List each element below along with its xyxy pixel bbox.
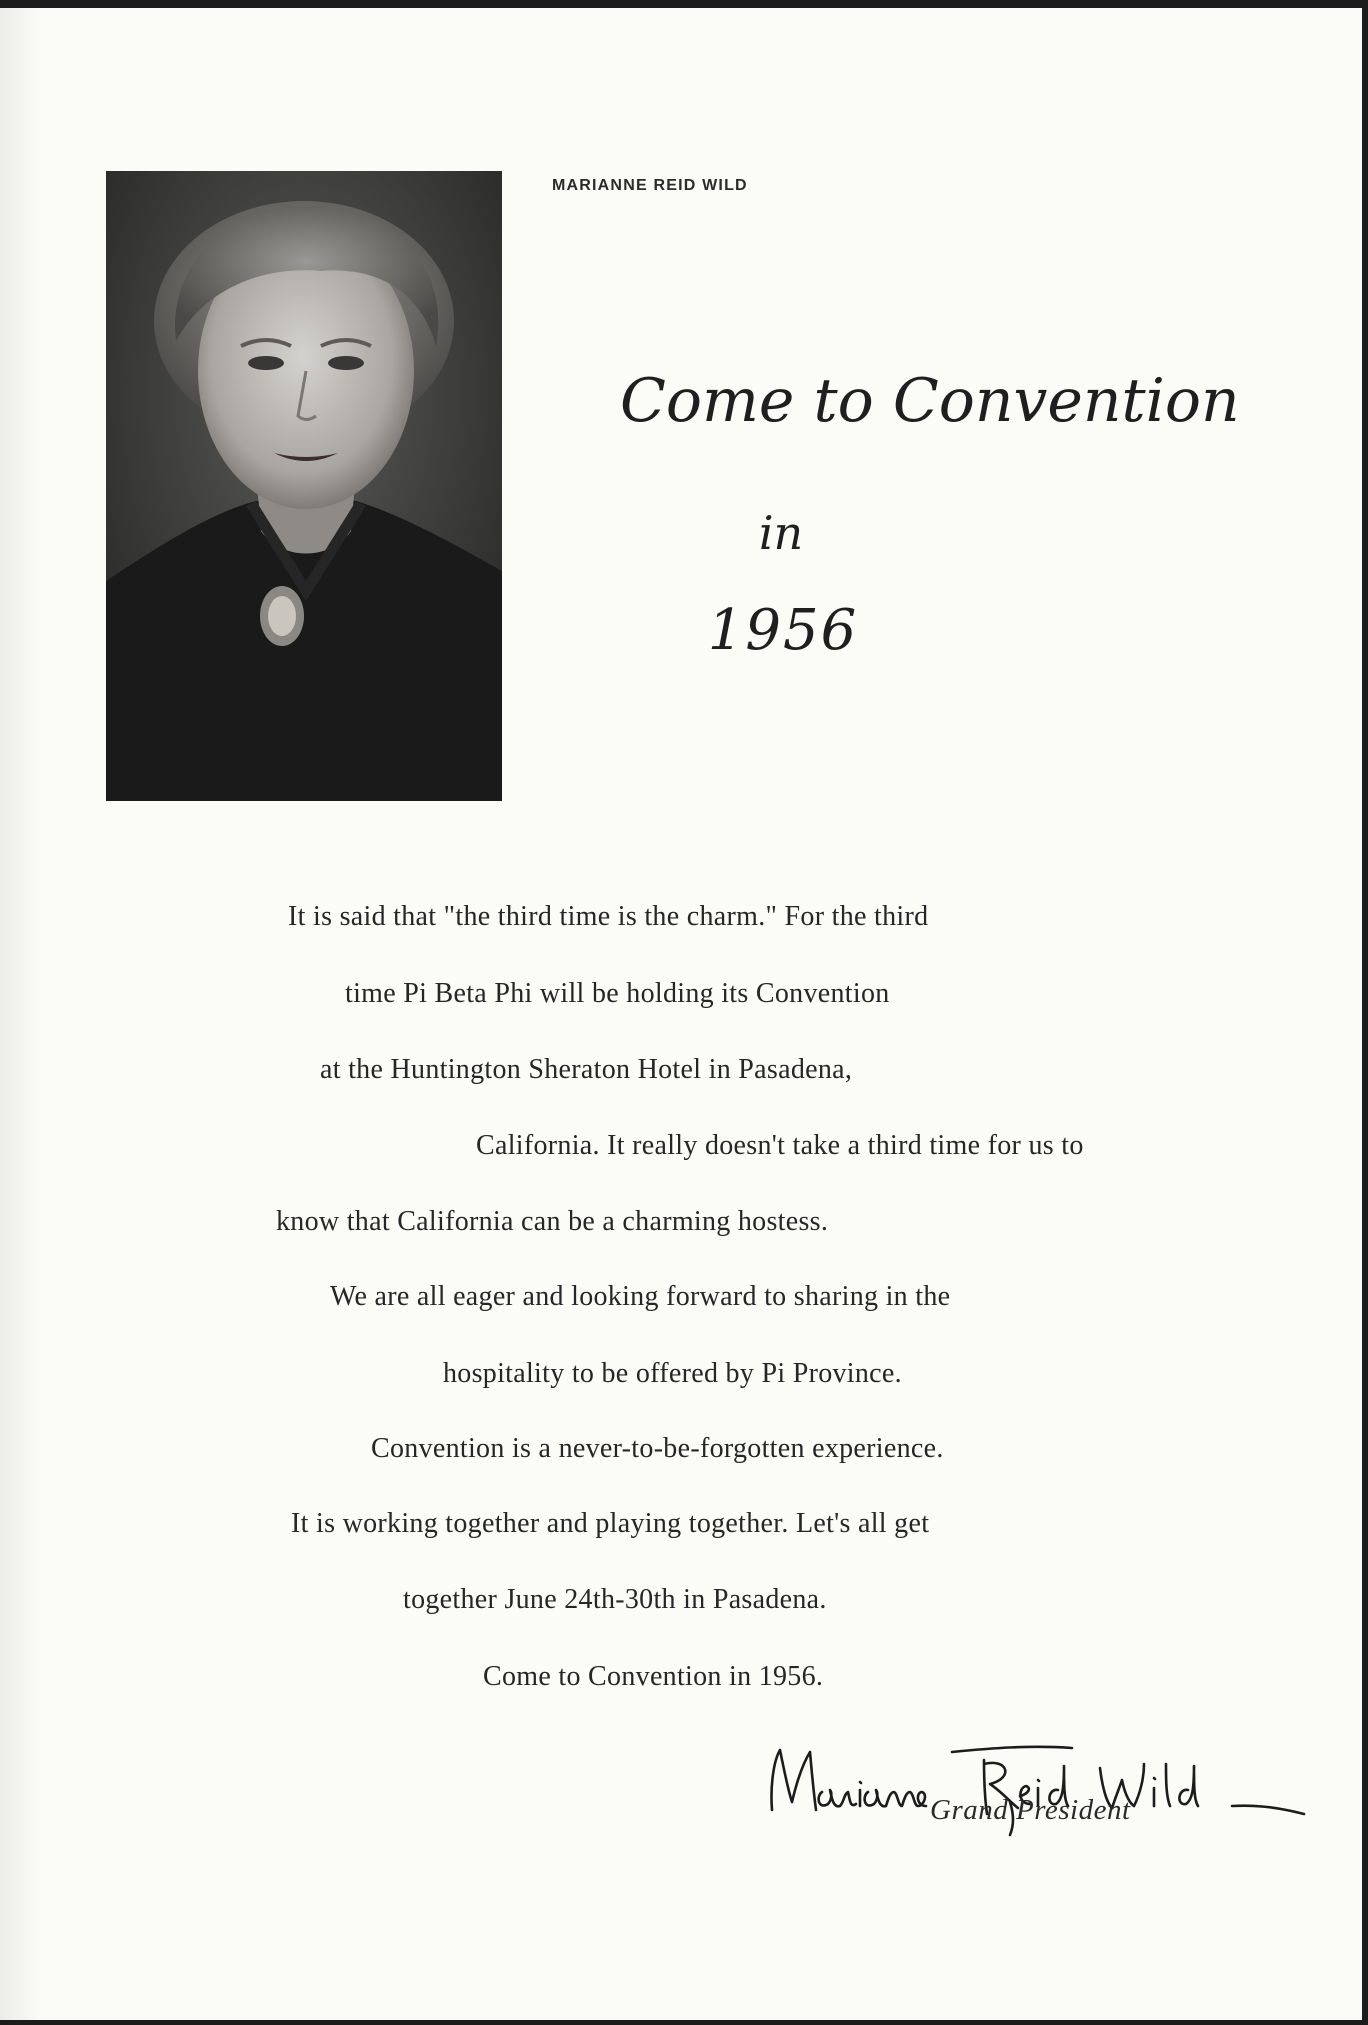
portrait-image: [106, 171, 502, 801]
headline-line-1: Come to Convention: [620, 366, 1240, 436]
letter-line: We are all eager and looking forward to sharing in the: [330, 1281, 951, 1312]
signer-title: Grand President: [930, 1794, 1131, 1826]
document-page: [0, 8, 1362, 2020]
letter-line: It is working together and playing together. Let's all get: [291, 1508, 930, 1539]
letter-line: It is said that "the third time is the charm." For the third: [288, 901, 929, 932]
letter-line: Convention is a never-to-be-forgotten experience.: [371, 1433, 944, 1464]
letter-line: California. It really doesn't take a third time for us to: [476, 1130, 1084, 1161]
letter-line: Come to Convention in 1956.: [483, 1661, 824, 1692]
headline-line-2: in: [758, 506, 804, 560]
letter-line: know that California can be a charming hostess.: [276, 1206, 829, 1237]
letter-line: at the Huntington Sheraton Hotel in Pasadena,: [320, 1054, 853, 1085]
headline-line-3: 1956: [707, 598, 859, 663]
letter-line: time Pi Beta Phi will be holding its Convention: [345, 978, 890, 1009]
letter-line: hospitality to be offered by Pi Province.: [443, 1358, 902, 1389]
portrait-photo: [106, 171, 502, 801]
photo-caption: MARIANNE REID WILD: [552, 177, 748, 194]
letter-line: together June 24th-30th in Pasadena.: [403, 1584, 827, 1615]
